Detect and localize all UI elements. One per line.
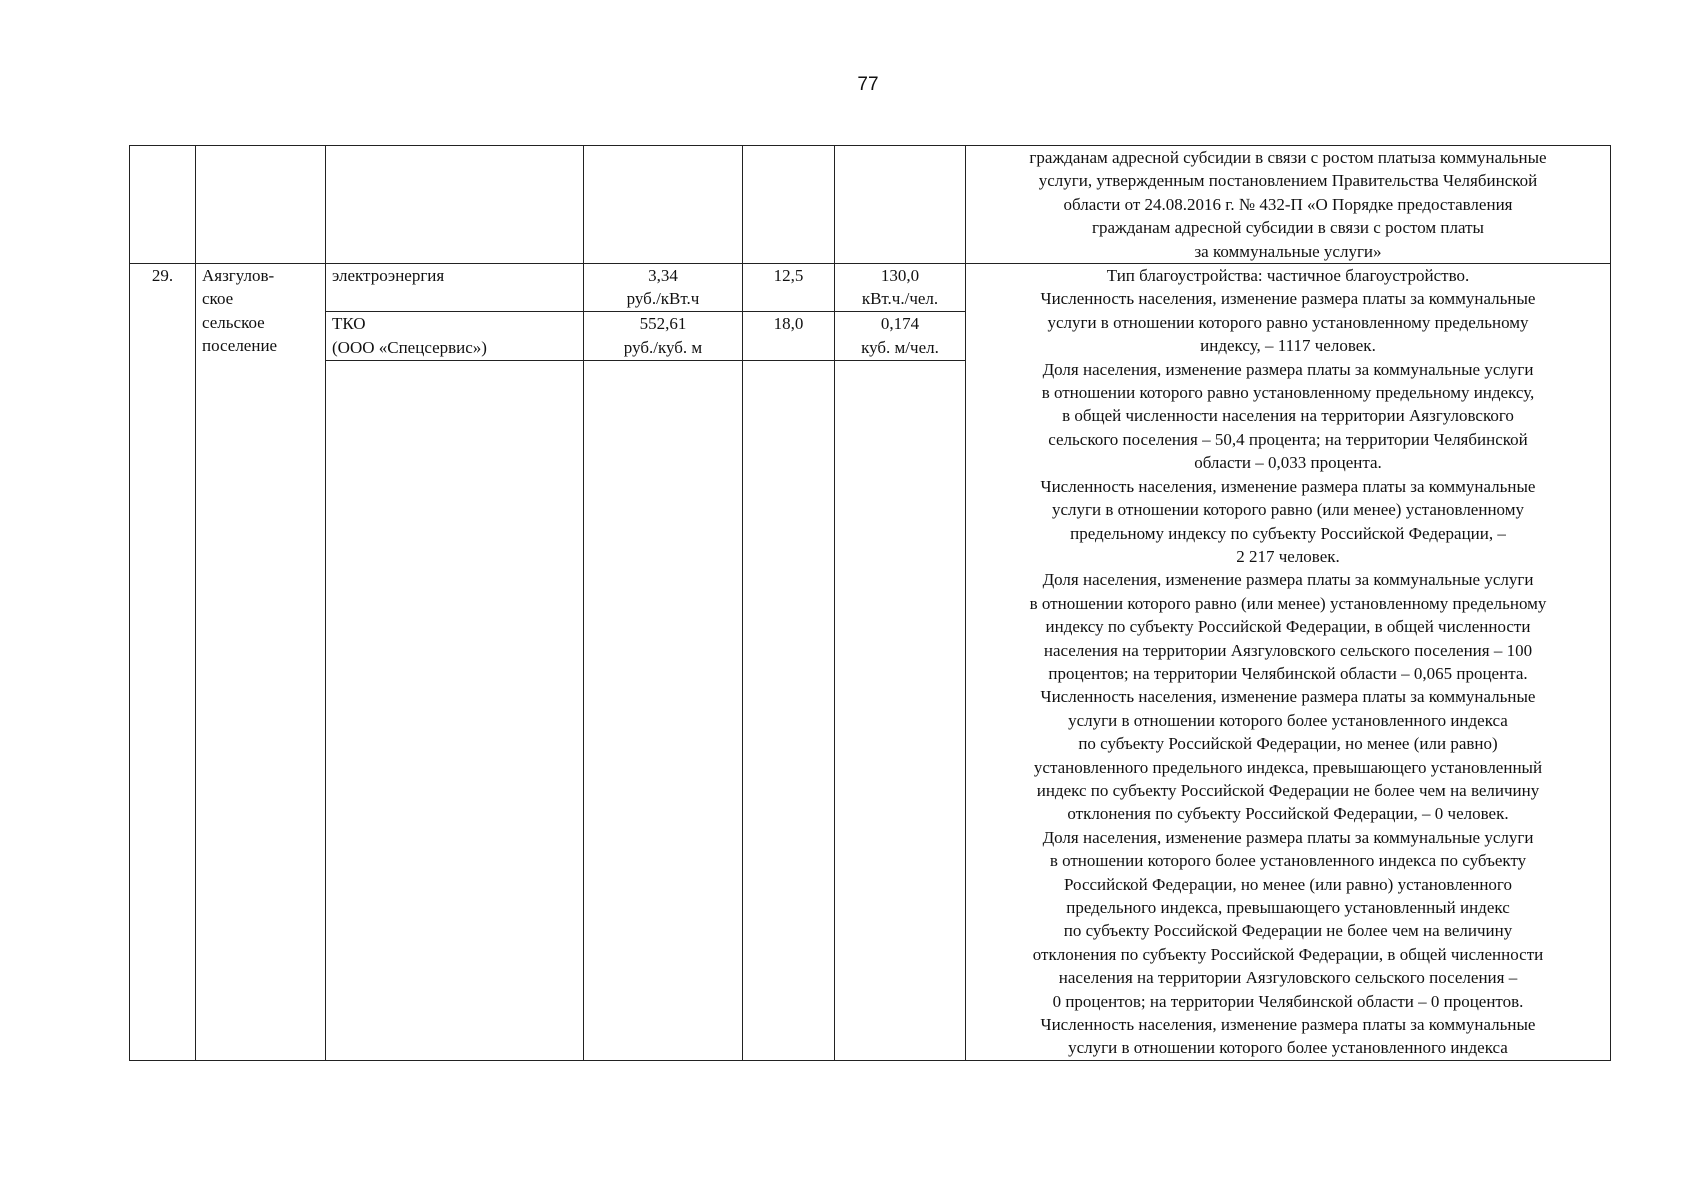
growth-cell: 18,0 — [743, 312, 835, 360]
desc-line: индекс по субъекту Российской Федерации не более чем на величину — [1036, 780, 1540, 800]
desc-line: сельского поселения – 50,4 процента; на территории Челябинской — [1048, 429, 1528, 449]
cont-tariff-cell — [584, 146, 743, 264]
cont-description-cell — [966, 146, 1611, 264]
tariff-cell — [584, 312, 743, 360]
desc-line: населения на территории Аязгуловского сельского поселения – 100 — [1043, 640, 1533, 660]
cont-volume-cell — [835, 146, 966, 264]
filler-cell — [584, 360, 743, 1060]
filler-cell — [835, 360, 966, 1060]
cont-municipality-cell — [196, 146, 326, 264]
tariff-value: 552,61 — [639, 314, 687, 334]
desc-line: Доля населения, изменение размера платы за коммунальные услуги — [1042, 359, 1534, 379]
volume-cell — [835, 312, 966, 360]
cont-growth-cell — [743, 146, 835, 264]
volume-unit: кВт.ч./чел. — [861, 289, 939, 309]
municipality-cell — [196, 264, 326, 1061]
service-name: ТКО — [332, 314, 366, 334]
desc-line: Тип благоустройства: частичное благоустройство. — [1106, 266, 1470, 286]
desc-line: области – 0,033 процента. — [1194, 453, 1382, 473]
desc-line: индексу, – 1117 человек. — [1200, 336, 1376, 356]
municipality-line: поселение — [202, 336, 278, 356]
tariff-table — [129, 145, 1611, 1061]
desc-line: отклонения по субъекту Российской Федерации, – 0 человек. — [1067, 804, 1509, 824]
desc-line: индексу по субъекту Российской Федерации, в общей численности — [1045, 617, 1531, 637]
volume-cell — [835, 264, 966, 312]
tariff-unit: руб./куб. м — [623, 337, 703, 357]
municipality-line: ское — [202, 289, 234, 309]
volume-value: 0,174 — [880, 314, 920, 334]
desc-line: Российской Федерации, но менее (или равно) установленного — [1064, 874, 1512, 894]
desc-line: предельного индекса, превышающего установленный индекс — [1066, 898, 1510, 917]
desc-line: Численность населения, изменение размера платы за коммунальные — [1040, 476, 1536, 496]
filler-cell — [326, 360, 584, 1060]
desc-line: в отношении которого равно установленному предельному индексу, — [1041, 383, 1535, 403]
desc-line: населения на территории Аязгуловского сельского поселения – — [1058, 968, 1518, 988]
desc-line: отклонения по субъекту Российской Федерации, в общей численности — [1032, 944, 1544, 964]
cont-desc-line: услуги, утвержденным постановлением Правительства Челябинской — [1038, 171, 1538, 191]
tariff-unit: руб./кВт.ч — [626, 289, 700, 309]
desc-line: 2 217 человек. — [1236, 546, 1340, 566]
volume-value: 130,0 — [880, 266, 920, 286]
cont-service-cell — [326, 146, 584, 264]
desc-line: Численность населения, изменение размера платы за коммунальные — [1040, 289, 1536, 309]
cont-number-cell — [130, 146, 196, 264]
service-provider: (ООО «Спецсервис») — [332, 337, 487, 357]
desc-line: Доля населения, изменение размера платы за коммунальные услуги — [1042, 570, 1534, 590]
desc-line: Численность населения, изменение размера платы за коммунальные — [1040, 1015, 1536, 1035]
desc-line: в отношении которого равно (или менее) установленному предельному — [1029, 593, 1547, 613]
cont-desc-line: за коммунальные услуги» — [1194, 241, 1382, 261]
tariff-value: 3,34 — [648, 266, 678, 286]
desc-line: в общей численности населения на территории Аязгуловского — [1062, 406, 1514, 426]
description-cell — [966, 264, 1611, 1061]
desc-line: услуги в отношении которого более установленного индекса — [1068, 710, 1508, 730]
desc-line: услуги в отношении которого равно (или менее) установленному — [1052, 500, 1524, 520]
tariff-cell — [584, 264, 743, 312]
growth-cell: 12,5 — [743, 264, 835, 312]
continuation-row — [130, 146, 1611, 264]
municipality-line: сельское — [202, 312, 265, 332]
desc-line: установленного предельного индекса, превышающего установленный — [1033, 757, 1543, 777]
desc-line: по субъекту Российской Федерации, но менее (или равно) — [1078, 734, 1498, 754]
cont-desc-line: гражданам адресной субсидии в связи с ростом платыза коммунальные — [1029, 148, 1547, 167]
table-row — [130, 264, 1611, 312]
desc-line: по субъекту Российской Федерации не более чем на величину — [1063, 921, 1513, 941]
service-name: электроэнергия — [332, 266, 445, 286]
desc-line: услуги в отношении которого более установленного индекса — [1068, 1038, 1508, 1058]
desc-line: Численность населения, изменение размера платы за коммунальные — [1040, 687, 1536, 707]
desc-line: предельному индексу по субъекту Российской Федерации, – — [1070, 523, 1506, 543]
page-number: 77 — [857, 74, 879, 95]
municipality-line: Аязгулов- — [202, 266, 275, 286]
desc-line: услуги в отношении которого равно установленному предельному — [1047, 312, 1529, 332]
desc-line: в отношении которого более установленного индекса по субъекту — [1049, 851, 1527, 871]
service-name-cell — [326, 264, 584, 312]
desc-line: 0 процентов; на территории Челябинской области – 0 процентов. — [1052, 991, 1524, 1011]
desc-line: Доля населения, изменение размера платы за коммунальные услуги — [1042, 827, 1534, 847]
cont-desc-line: области от 24.08.2016 г. № 432-П «О Порядке предоставления — [1063, 194, 1513, 214]
cont-desc-line: гражданам адресной субсидии в связи с ростом платы — [1092, 218, 1484, 238]
row-number: 29. — [130, 264, 196, 1061]
desc-line: процентов; на территории Челябинской области – 0,065 процента. — [1048, 663, 1528, 683]
filler-cell — [743, 360, 835, 1060]
service-name-cell — [326, 312, 584, 360]
volume-unit: куб. м/чел. — [861, 337, 939, 357]
